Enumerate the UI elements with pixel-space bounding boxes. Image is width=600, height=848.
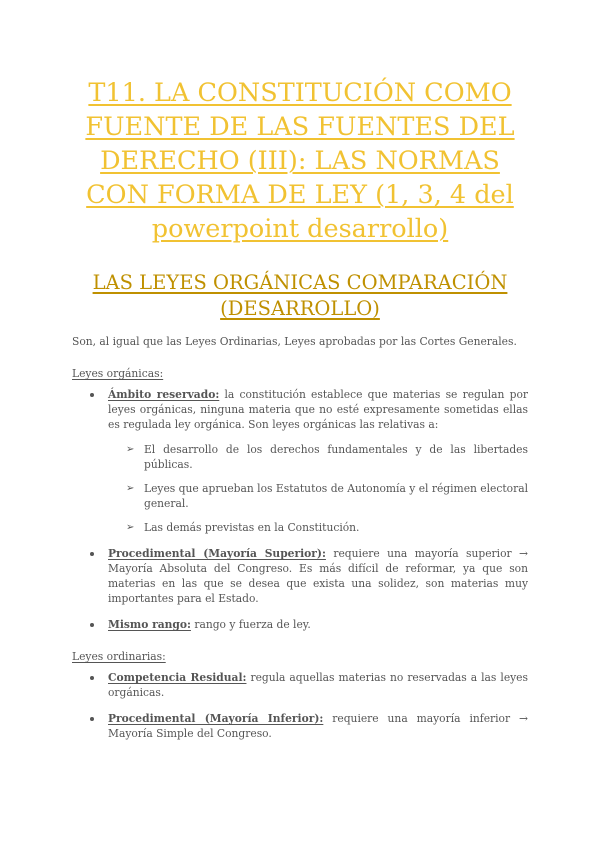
intro-paragraph: Son, al igual que las Leyes Ordinarias, Leyes aprobadas por las Cortes Generales. [72,335,517,348]
competencia-term: Competencia Residual: [108,671,247,684]
bullet-icon [90,552,94,556]
organicas-label: Leyes orgánicas: [72,367,164,380]
sub-item-text: Leyes que aprueban los Estatutos de Autonomía y el régimen electoral general. [144,482,528,510]
sub-item-text: Las demás previstas en la Constitución. [144,521,360,534]
bullet-icon [90,717,94,721]
mismo-rango-text: rango y fuerza de ley. [190,618,311,631]
list-item [72,546,528,606]
ordinarias-label: Leyes ordinarias: [72,650,166,663]
mismo-rango-term: Mismo rango: [108,618,191,631]
procedimental-inferior-term: Procedimental (Mayoría Inferior): [108,712,324,725]
section-heading: LAS LEYES ORGÁNICAS COMPARACIÓN (DESARROLLO) [92,271,508,320]
list-item [108,520,528,535]
procedimental-superior-text: requiere una mayoría superior → Mayoría Absoluta del Congreso. Es más difícil de reformar, ya que son materias en las que se desea que exista una solidez, son materias muy importantes para el Estado. [108,547,529,605]
list-item [108,442,528,472]
bullet-icon [90,676,94,680]
ambito-text: la constitución establece que materias se regulan por leyes orgánicas, ninguna materia que no esté expresamente sometidas ellas es regulada ley orgánica. Son leyes orgánicas las relativas a: [108,388,528,431]
organicas-list [72,387,528,632]
ambito-term: Ámbito reservado: [108,388,220,401]
list-item [72,711,528,741]
procedimental-superior-term: Procedimental (Mayoría Superior): [108,547,326,560]
document-title: T11. LA CONSTITUCIÓN COMO FUENTE DE LAS FUENTES DEL DERECHO (III): LAS NORMAS CON FORMA DE LEY (1, 3, 4 del powerpoint desarrollo) [85,78,515,244]
bullet-icon [90,393,94,397]
competencia-text: regula aquellas materias no reservadas a las leyes orgánicas. [108,671,528,699]
bullet-icon [90,623,94,627]
arrow-bullet-icon: ➢ [126,444,135,455]
arrow-bullet-icon: ➢ [126,522,135,533]
sub-item-text: El desarrollo de los derechos fundamentales y de las libertades públicas. [144,443,528,471]
list-item [72,617,528,632]
procedimental-inferior-text: requiere una mayoría inferior → Mayoría Simple del Congreso. [108,712,528,740]
arrow-bullet-icon: ➢ [126,483,135,494]
ordinarias-list [72,670,528,741]
ambito-sublist [108,442,528,535]
list-item [108,481,528,511]
list-item [72,387,528,535]
list-item [72,670,528,700]
